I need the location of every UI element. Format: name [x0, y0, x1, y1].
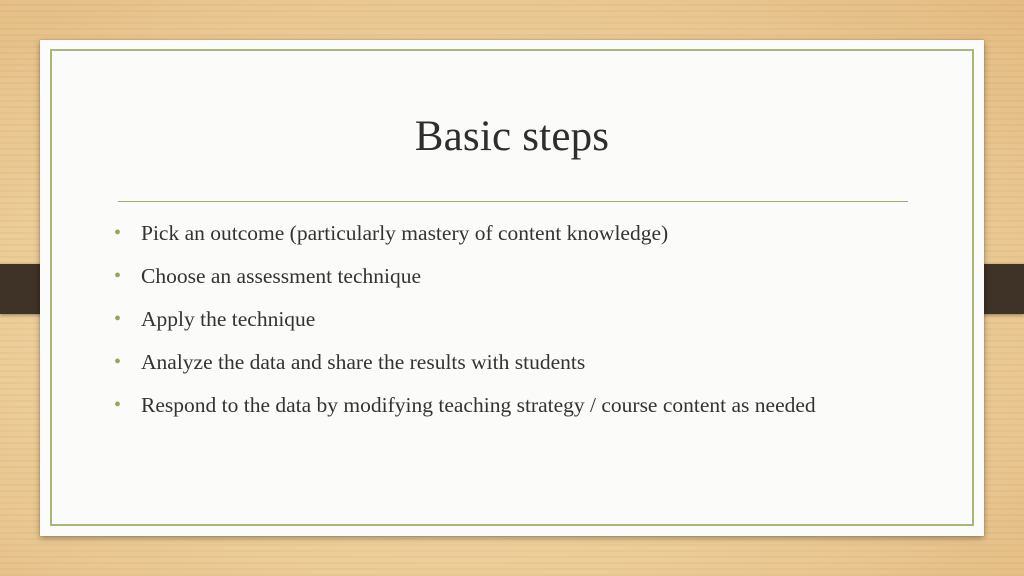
bullet-text: Analyze the data and share the results with students [141, 350, 586, 374]
bullet-text: Pick an outcome (particularly mastery of content knowledge) [141, 221, 669, 245]
slide-title: Basic steps [414, 113, 610, 160]
slide-card [40, 40, 984, 536]
bullet-text: Respond to the data by modifying teaching strategy / course content as needed [141, 393, 816, 417]
bullet-list [114, 218, 874, 433]
bullet-item-5 [114, 390, 874, 420]
bullet-text: Apply the technique [141, 307, 316, 331]
bullet-dot-icon: • [114, 394, 122, 416]
bullet-item-2 [114, 261, 874, 291]
bullet-dot-icon: • [114, 351, 122, 373]
bullet-text: Choose an assessment technique [141, 264, 422, 288]
bullet-item-1 [114, 218, 874, 248]
bullet-item-3 [114, 304, 874, 334]
bullet-dot-icon: • [114, 308, 122, 330]
bullet-item-4 [114, 347, 874, 377]
title-divider [118, 201, 908, 202]
bullet-dot-icon: • [114, 265, 122, 287]
bullet-dot-icon: • [114, 222, 122, 244]
